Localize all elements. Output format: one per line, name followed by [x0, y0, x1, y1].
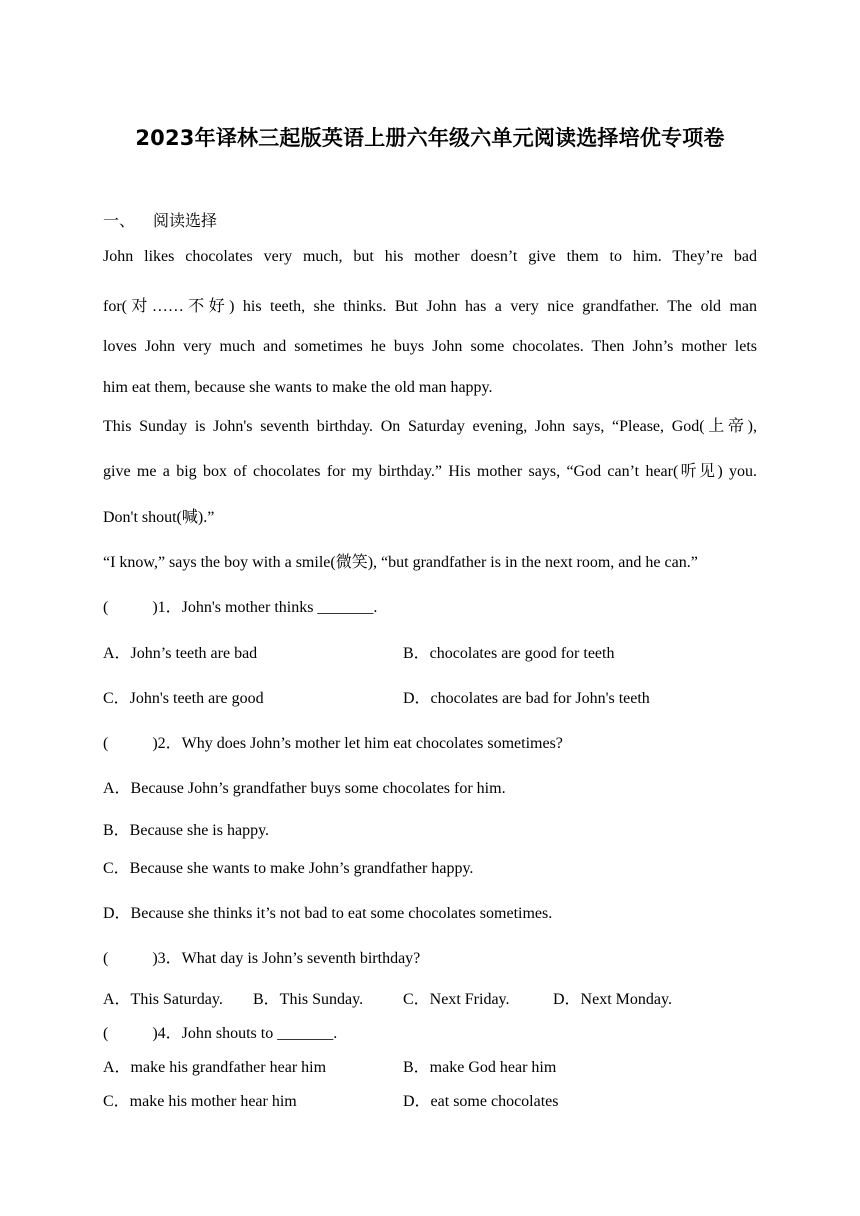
option-b[interactable]: B．chocolates are good for teeth [403, 645, 615, 662]
option-c[interactable]: C．John's teeth are good [103, 690, 264, 707]
section-label: 阅读选择 [153, 211, 218, 230]
option-a[interactable]: A．make his grandfather hear him [103, 1059, 327, 1076]
section-number: 一、 [103, 211, 136, 230]
question-4 [103, 1020, 337, 1043]
option-c[interactable]: C．make his mother hear him [103, 1093, 297, 1110]
passage-line-4: him eat them, because she wants to make the old man happy. [103, 379, 493, 396]
question-2 [103, 730, 563, 753]
answer-paren-open: ( [103, 1025, 109, 1042]
option-b[interactable]: B．Because she is happy. [103, 822, 270, 839]
question-text: )1．John's mother thinks _______. [152, 599, 378, 616]
option-c[interactable]: C．Next Friday. [403, 991, 510, 1008]
answer-paren-open: ( [103, 950, 109, 967]
option-a[interactable]: A．John’s teeth are bad [103, 645, 258, 662]
option-b[interactable]: B．make God hear him [403, 1059, 557, 1076]
option-d[interactable]: D．chocolates are bad for John's teeth [403, 690, 650, 707]
question-text: )4．John shouts to _______. [152, 1025, 338, 1042]
option-c[interactable]: C．Because she wants to make John’s grandfather happy. [103, 860, 474, 877]
option-d[interactable]: D．Because she thinks it’s not bad to eat some chocolates sometimes. [103, 905, 553, 922]
question-1 [103, 594, 377, 617]
question-text: )3．What day is John’s seventh birthday? [152, 950, 421, 967]
passage-line-1: John likes chocolates very much, but his mother doesn’t give them to him. They’re bad [103, 248, 757, 265]
passage-line-8: “I know,” says the boy with a smile(微笑), “but grandfather is in the next room, and he can.” [103, 554, 698, 571]
answer-paren-open: ( [103, 599, 109, 616]
page-title: 2023年译林三起版英语上册六年级六单元阅读选择培优专项卷 [135, 126, 725, 150]
section-heading [103, 208, 217, 231]
option-a[interactable]: A．This Saturday. [103, 991, 223, 1008]
answer-paren-open: ( [103, 735, 109, 752]
question-text: )2．Why does John’s mother let him eat chocolates sometimes? [152, 735, 563, 752]
passage-line-2: for(对……不好) his teeth, she thinks. But John has a very nice grandfather. The old man [103, 298, 757, 315]
passage-line-7: Don't shout(喊).” [103, 509, 215, 526]
passage-line-3: loves John very much and sometimes he buys John some chocolates. Then John’s mother lets [103, 338, 757, 355]
option-d[interactable]: D．eat some chocolates [403, 1093, 559, 1110]
option-b[interactable]: B．This Sunday. [253, 991, 364, 1008]
option-d[interactable]: D．Next Monday. [553, 991, 672, 1008]
question-3 [103, 945, 420, 968]
passage-line-5: This Sunday is John's seventh birthday. On Saturday evening, John says, “Please, God(上帝), [103, 418, 757, 435]
passage-line-6: give me a big box of chocolates for my birthday.” His mother says, “God can’t hear(听见) you. [103, 463, 757, 480]
option-a[interactable]: A．Because John’s grandfather buys some chocolates for him. [103, 780, 506, 797]
